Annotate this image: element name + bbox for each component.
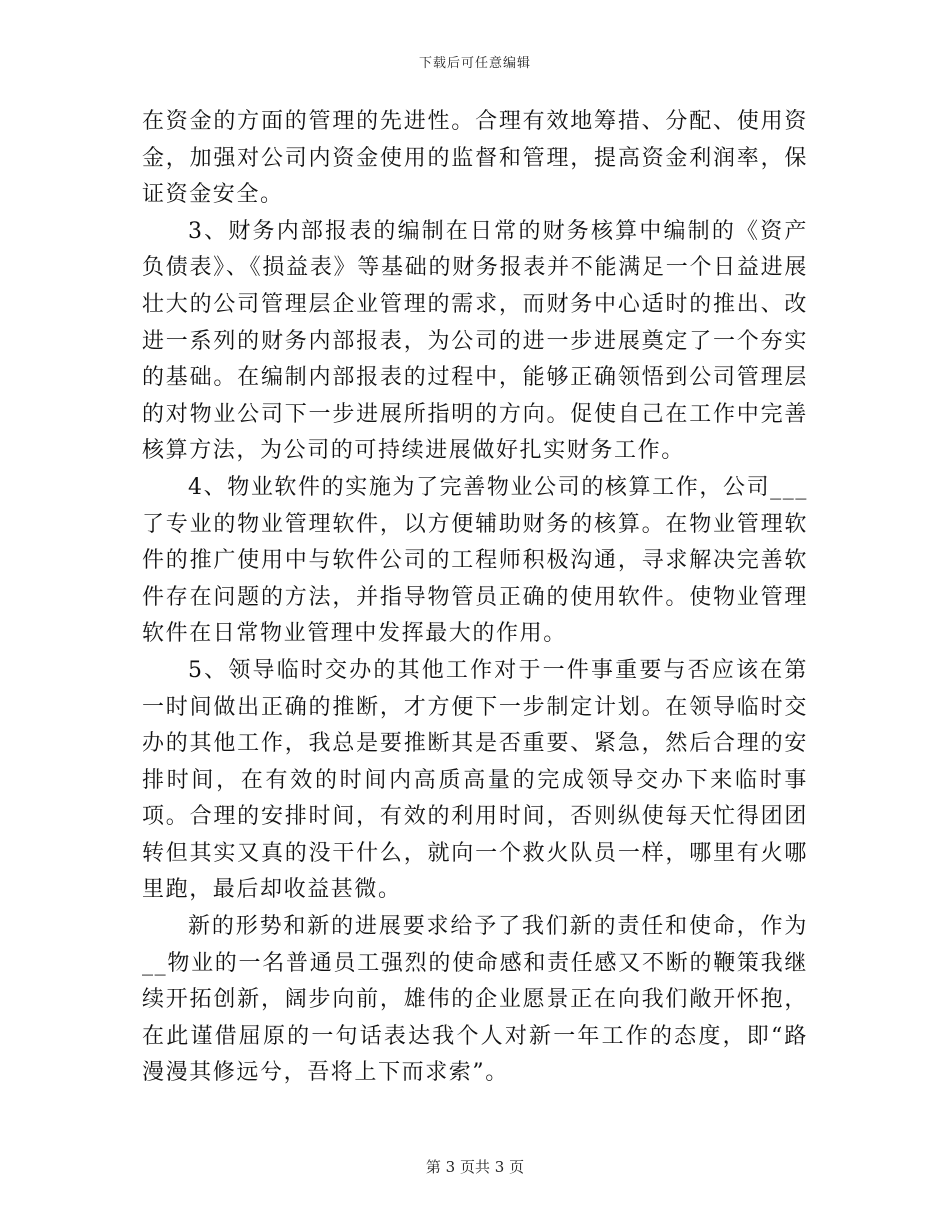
- paragraph-conclusion: 新的形势和新的进展要求给予了我们新的责任和使命，作为__物业的一名普通员工强烈的使命感和责任感又不断的鞭策我继续开拓创新，阔步向前，雄伟的企业愿景正在向我们敞开怀抱，在此谨借屈原的一句话表达我个人对新一年工作的态度，即“路漫漫其修远兮，吾将上下而求索”。: [142, 914, 808, 1086]
- document-body: [142, 104, 808, 1092]
- paragraph-item-4: 4、物业软件的实施为了完善物业公司的核算工作，公司___了专业的物业管理软件，以方便辅助财务的核算。在物业管理软件的推广使用中与软件公司的工程师积极沟通，寻求解决完善软件存在问题的方法，并指导物管员正确的使用软件。使物业管理软件在日常物业管理中发挥最大的作用。: [142, 474, 808, 647]
- page-header: 下载后可任意编辑: [418, 56, 531, 71]
- paragraph-item-5: 5、领导临时交办的其他工作对于一件事重要与否应该在第一时间做出正确的推断，才方便下一步制定计划。在领导临时交办的其他工作，我总是要推断其是否重要、紧急，然后合理的安排时间，在有效的时间内高质高量的完成领导交办下来临时事项。合理的安排时间，有效的利用时间，否则纵使每天忙得团团转但其实又真的没干什么，就向一个救火队员一样，哪里有火哪里跑，最后却收益甚微。: [142, 657, 808, 903]
- paragraph-item-3: 3、财务内部报表的编制在日常的财务核算中编制的《资产负债表》、《损益表》等基础的财务报表并不能满足一个日益进展壮大的公司管理层企业管理的需求，而财务中心适时的推出、改进一系列的财务内部报表，为公司的进一步进展奠定了一个夯实的基础。在编制内部报表的过程中，能够正确领悟到公司管理层的对物业公司下一步进展所指明的方向。促使自己在工作中完善核算方法，为公司的可持续进展做好扎实财务工作。: [142, 218, 808, 464]
- page-footer: 第 3 页共 3 页: [425, 1158, 525, 1176]
- paragraph-continuation: 在资金的方面的管理的先进性。合理有效地筹措、分配、使用资金，加强对公司内资金使用的监督和管理，提高资金利润率，保证资金安全。: [142, 109, 808, 208]
